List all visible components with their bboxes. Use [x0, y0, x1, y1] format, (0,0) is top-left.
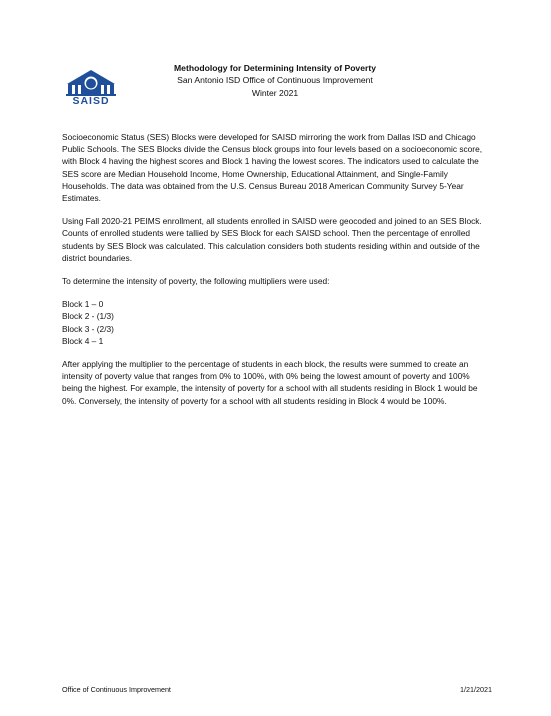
paragraph-ses-blocks: Socioeconomic Status (SES) Blocks were developed for SAISD mirroring the work from Dallas ISD and Chicago Public Schools. The SES Blocks divide the Census block groups into four levels based on a socioeconomic score, with Block 4 having the highest scores and Block 1 having the lowest scores. The indicators used to calculate the SES score are Median Household Income, Home Ownership, Educational Attainment, and Single-Family Households. The data was obtained from the U.S. Census Bureau 2018 American Community Survey 5-Year Estimates. [62, 132, 483, 204]
paragraph-enrollment: Using Fall 2020-21 PEIMS enrollment, all students enrolled in SAISD were geocoded and joined to an SES Block. Counts of enrolled students were tallied by SES Block for each SAISD school. Then the percentage of enrolled students by SES Block was calculated. This calculation considers both students residing within and outside of the district boundaries. [62, 216, 482, 263]
multiplier-item: Block 4 – 1 [62, 335, 104, 346]
document-title: Methodology for Determining Intensity of Poverty [174, 63, 376, 73]
multiplier-item: Block 1 – 0 [62, 299, 104, 310]
saisd-logo [62, 66, 120, 108]
document-date: Winter 2021 [251, 87, 299, 98]
paragraph-multipliers-intro: To determine the intensity of poverty, the following multipliers were used: [62, 276, 330, 287]
paragraph-results: After applying the multiplier to the percentage of students in each block, the results were summed to create an intensity of poverty value that ranges from 0% to 100%, with 0% being the lowest amount of poverty and 100% being the highest. For example, the intensity of poverty for a school with all students residing in Block 1 would be 0%. Conversely, the intensity of poverty for a school with all students residing in Block 4 would be 100%. [62, 359, 478, 406]
document-footer [62, 685, 492, 695]
multiplier-item: Block 3 - (2/3) [62, 323, 114, 334]
footer-date: 1/21/2021 [460, 685, 492, 694]
multiplier-item: Block 2 - (1/3) [62, 311, 114, 322]
logo-text: SAISD [72, 95, 110, 107]
footer-office: Office of Continuous Improvement [62, 685, 171, 694]
document-body [62, 131, 492, 418]
document-subtitle: San Antonio ISD Office of Continuous Improvement [177, 75, 373, 86]
multiplier-list [62, 298, 492, 347]
document-header [130, 62, 420, 99]
